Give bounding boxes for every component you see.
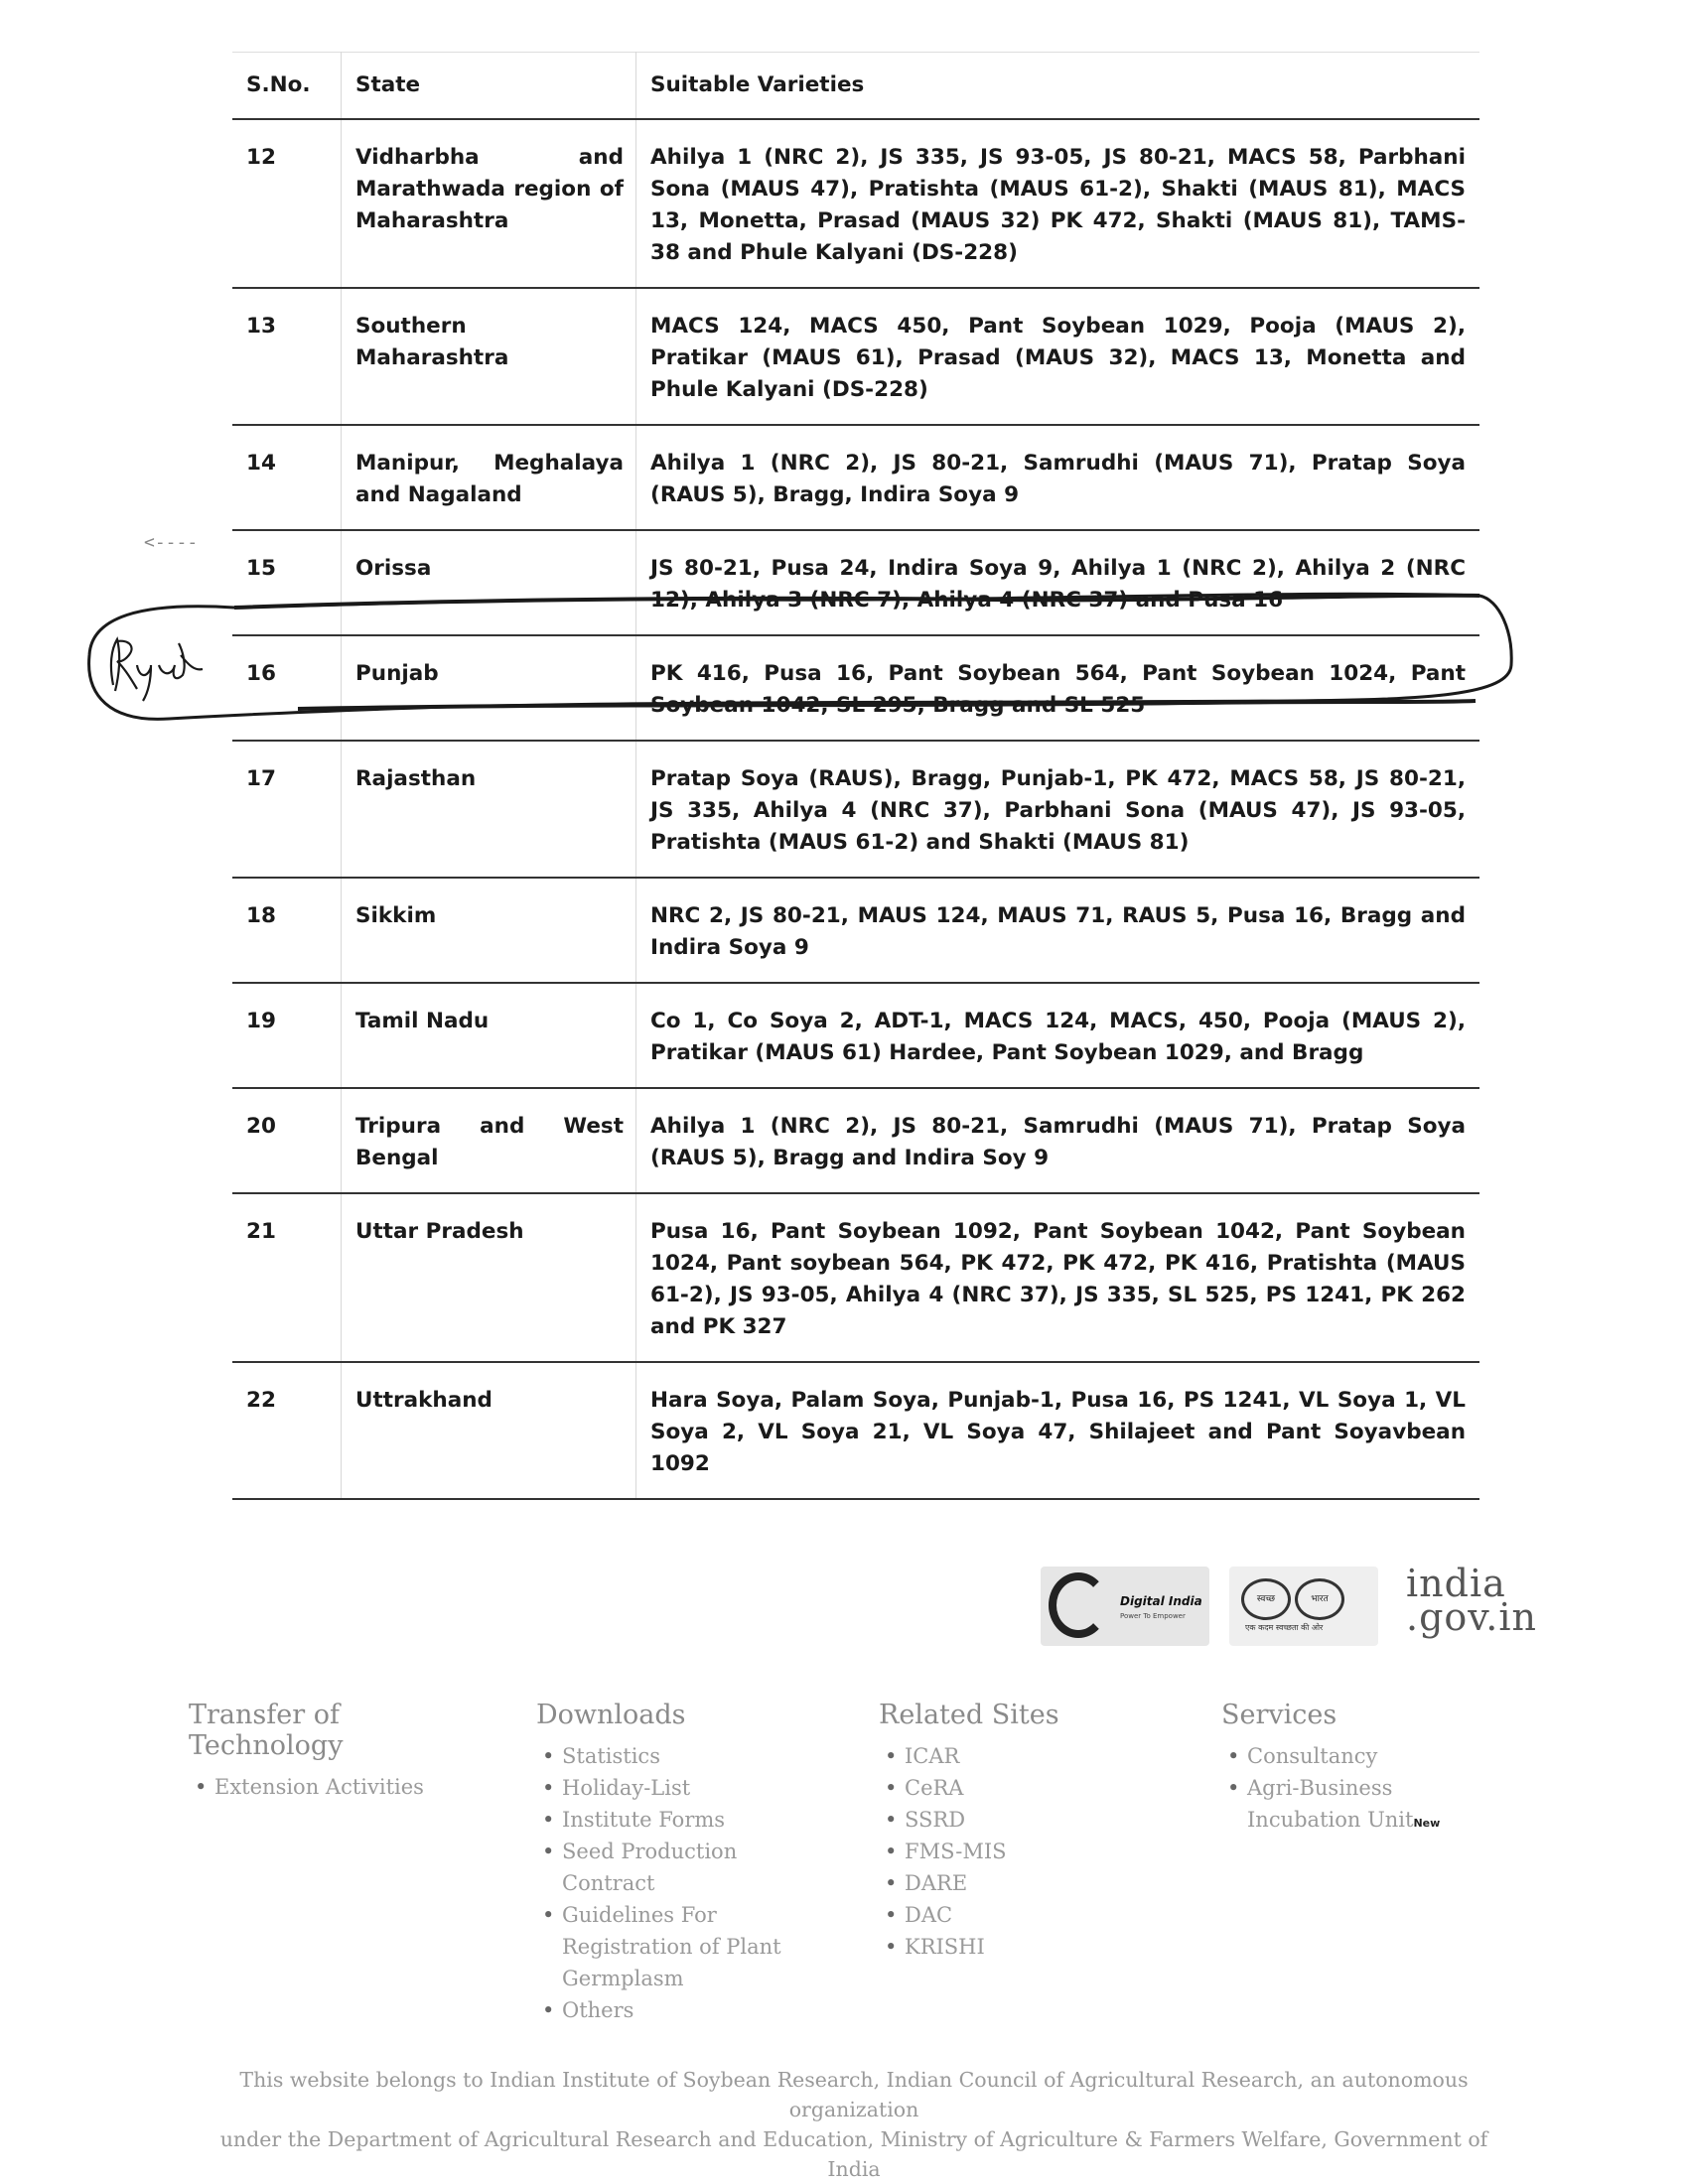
swachh-bharat-logo[interactable] bbox=[1229, 1567, 1378, 1646]
cell-varieties: Ahilya 1 (NRC 2), JS 80-21, Samrudhi (MAUS 71), Pratap Soya (RAUS 5), Bragg, Indira Soya 9 bbox=[636, 425, 1480, 530]
footer-link[interactable]: • Statistics bbox=[536, 1740, 824, 1772]
table-row bbox=[232, 530, 1479, 635]
cell-sno: 14 bbox=[232, 425, 342, 530]
footer-link-with-badge[interactable] bbox=[1221, 1772, 1499, 1840]
india-gov-logo[interactable] bbox=[1406, 1562, 1537, 1639]
cell-varieties: NRC 2, JS 80-21, MAUS 124, MAUS 71, RAUS 5, Pusa 16, Bragg and Indira Soya 9 bbox=[636, 878, 1480, 983]
footer-link[interactable]: • CeRA bbox=[879, 1772, 1177, 1804]
signature-mark bbox=[111, 639, 203, 701]
cell-state: Uttar Pradesh bbox=[342, 1193, 636, 1362]
footer-link[interactable]: • Consultancy bbox=[1221, 1740, 1499, 1772]
footer-link[interactable]: • DARE bbox=[879, 1867, 1177, 1899]
digital-india-label: Digital India bbox=[1120, 1594, 1202, 1608]
cell-sno: 13 bbox=[232, 288, 342, 425]
cell-sno: 17 bbox=[232, 741, 342, 878]
cell-state: Tripura and West Bengal bbox=[342, 1088, 636, 1193]
cell-sno: 12 bbox=[232, 119, 342, 288]
cell-varieties: Hara Soya, Palam Soya, Punjab-1, Pusa 16, PS 1241, VL Soya 1, VL Soya 2, VL Soya 21, VL Soya 47, Shilajeet and Pant Soyavbean 1092 bbox=[636, 1362, 1480, 1499]
cell-varieties: PK 416, Pusa 16, Pant Soybean 564, Pant Soybean 1024, Pant Soybean 1042, SL 295, Bragg and SL 525 bbox=[636, 635, 1480, 741]
footer-disclaimer bbox=[199, 2065, 1509, 2184]
footer-link-label: Agri-Business Incubation Unit bbox=[1247, 1776, 1414, 1832]
cell-state: Sikkim bbox=[342, 878, 636, 983]
disclaimer-line-2: under the Department of Agricultural Research and Education, Ministry of Agriculture & Farmers Welfare, Government of India bbox=[219, 2127, 1488, 2181]
footer-logos bbox=[1041, 1562, 1537, 1652]
cell-sno: 15 bbox=[232, 530, 342, 635]
margin-arrow-mark: <---- bbox=[144, 532, 199, 553]
digital-india-icon bbox=[1049, 1572, 1108, 1638]
cell-state: Tamil Nadu bbox=[342, 983, 636, 1088]
footer-link[interactable]: • DAC bbox=[879, 1899, 1177, 1931]
footer-link[interactable]: • Institute Forms bbox=[536, 1804, 824, 1836]
table-row bbox=[232, 288, 1479, 425]
footer-link[interactable]: • Extension Activities bbox=[189, 1771, 487, 1803]
cell-varieties: Pusa 16, Pant Soybean 1092, Pant Soybean 1042, Pant Soybean 1024, Pant soybean 564, PK 472, PK 472, PK 416, Pratishta (MAUS 61-2), JS 93-05, Ahilya 4 (NRC 37), JS 335, SL 525, PS 1241, PK 262 and PK 327 bbox=[636, 1193, 1480, 1362]
swachh-bharat-left-lens: स्वच्छ bbox=[1241, 1578, 1291, 1620]
india-gov-line2: .gov.in bbox=[1406, 1595, 1537, 1639]
varieties-table bbox=[232, 52, 1479, 1500]
cell-state: Vidharbha and Marathwada region of Maharashtra bbox=[342, 119, 636, 288]
table-row-highlighted bbox=[232, 635, 1479, 741]
cell-sno: 21 bbox=[232, 1193, 342, 1362]
table-row bbox=[232, 119, 1479, 288]
footer-link[interactable]: • KRISHI bbox=[879, 1931, 1177, 1963]
new-badge: New bbox=[1413, 1817, 1441, 1830]
footer-col-transfer bbox=[189, 1700, 487, 1803]
cell-state: Rajasthan bbox=[342, 741, 636, 878]
digital-india-tagline: Power To Empower bbox=[1120, 1612, 1186, 1620]
cell-varieties: Co 1, Co Soya 2, ADT-1, MACS 124, MACS, 450, Pooja (MAUS 2), Pratikar (MAUS 61) Hardee, Pant Soybean 1029, and Bragg bbox=[636, 983, 1480, 1088]
cell-state: Punjab bbox=[342, 635, 636, 741]
cell-varieties: Ahilya 1 (NRC 2), JS 80-21, Samrudhi (MAUS 71), Pratap Soya (RAUS 5), Bragg and Indira Soy 9 bbox=[636, 1088, 1480, 1193]
footer-col-heading: Downloads bbox=[536, 1700, 686, 1730]
cell-varieties: MACS 124, MACS 450, Pant Soybean 1029, Pooja (MAUS 2), Pratikar (MAUS 61), Prasad (MAUS 32), MACS 13, Monetta and Phule Kalyani (DS-228) bbox=[636, 288, 1480, 425]
table-row bbox=[232, 1193, 1479, 1362]
cell-sno: 22 bbox=[232, 1362, 342, 1499]
footer-link[interactable]: • SSRD bbox=[879, 1804, 1177, 1836]
digital-india-logo[interactable] bbox=[1041, 1567, 1209, 1646]
header-sno: S.No. bbox=[232, 53, 342, 120]
footer-link[interactable]: • FMS-MIS bbox=[879, 1836, 1177, 1867]
cell-varieties: Ahilya 1 (NRC 2), JS 335, JS 93-05, JS 80-21, MACS 58, Parbhani Sona (MAUS 47), Pratishta (MAUS 61-2), Shakti (MAUS 81), MACS 13, Monetta, Prasad (MAUS 32) PK 472, Shakti (MAUS 81), TAMS-38 and Phule Kalyani (DS-228) bbox=[636, 119, 1480, 288]
disclaimer-line-1: This website belongs to Indian Institute of Soybean Research, Indian Council of Agricultural Research, an autonomous organization bbox=[239, 2068, 1469, 2121]
footer-link[interactable]: • Seed Production Contract bbox=[536, 1836, 824, 1899]
cell-sno: 19 bbox=[232, 983, 342, 1088]
cell-varieties: JS 80-21, Pusa 24, Indira Soya 9, Ahilya 1 (NRC 2), Ahilya 2 (NRC 12), Ahilya 3 (NRC 7), Ahilya 4 (NRC 37) and Pusa 16 bbox=[636, 530, 1480, 635]
footer-link[interactable]: • ICAR bbox=[879, 1740, 1177, 1772]
table-row bbox=[232, 878, 1479, 983]
table-row bbox=[232, 983, 1479, 1088]
table-body bbox=[232, 119, 1479, 1499]
cell-sno: 18 bbox=[232, 878, 342, 983]
swachh-bharat-tagline: एक कदम स्वच्छता की ओर bbox=[1245, 1623, 1324, 1632]
footer-link[interactable]: • Guidelines For Registration of Plant Germplasm bbox=[536, 1899, 824, 1994]
cell-sno: 16 bbox=[232, 635, 342, 741]
table-row bbox=[232, 1362, 1479, 1499]
footer-col-related-sites bbox=[879, 1700, 1177, 1963]
india-gov-line1: india bbox=[1406, 1562, 1506, 1605]
footer-col-heading: Related Sites bbox=[879, 1700, 1059, 1730]
cell-state: Southern Maharashtra bbox=[342, 288, 636, 425]
footer-link[interactable]: • Holiday-List bbox=[536, 1772, 824, 1804]
varieties-table-container bbox=[232, 52, 1479, 1500]
table-header-row bbox=[232, 53, 1479, 120]
table-row bbox=[232, 741, 1479, 878]
cell-sno: 20 bbox=[232, 1088, 342, 1193]
footer-col-heading: Services bbox=[1221, 1700, 1337, 1730]
cell-state: Uttrakhand bbox=[342, 1362, 636, 1499]
table-row bbox=[232, 1088, 1479, 1193]
cell-varieties: Pratap Soya (RAUS), Bragg, Punjab-1, PK 472, MACS 58, JS 80-21, JS 335, Ahilya 4 (NRC 37), Parbhani Sona (MAUS 47), JS 93-05, Pratishta (MAUS 61-2) and Shakti (MAUS 81) bbox=[636, 741, 1480, 878]
footer-col-downloads bbox=[536, 1700, 824, 2026]
footer-col-heading: Transfer of Technology bbox=[189, 1700, 344, 1761]
footer-col-services bbox=[1221, 1700, 1499, 1840]
cell-state: Orissa bbox=[342, 530, 636, 635]
swachh-bharat-right-lens: भारत bbox=[1295, 1578, 1344, 1620]
table-row bbox=[232, 425, 1479, 530]
header-varieties: Suitable Varieties bbox=[636, 53, 1480, 120]
cell-state: Manipur, Meghalaya and Nagaland bbox=[342, 425, 636, 530]
footer-link[interactable]: • Others bbox=[536, 1994, 824, 2026]
header-state: State bbox=[342, 53, 636, 120]
